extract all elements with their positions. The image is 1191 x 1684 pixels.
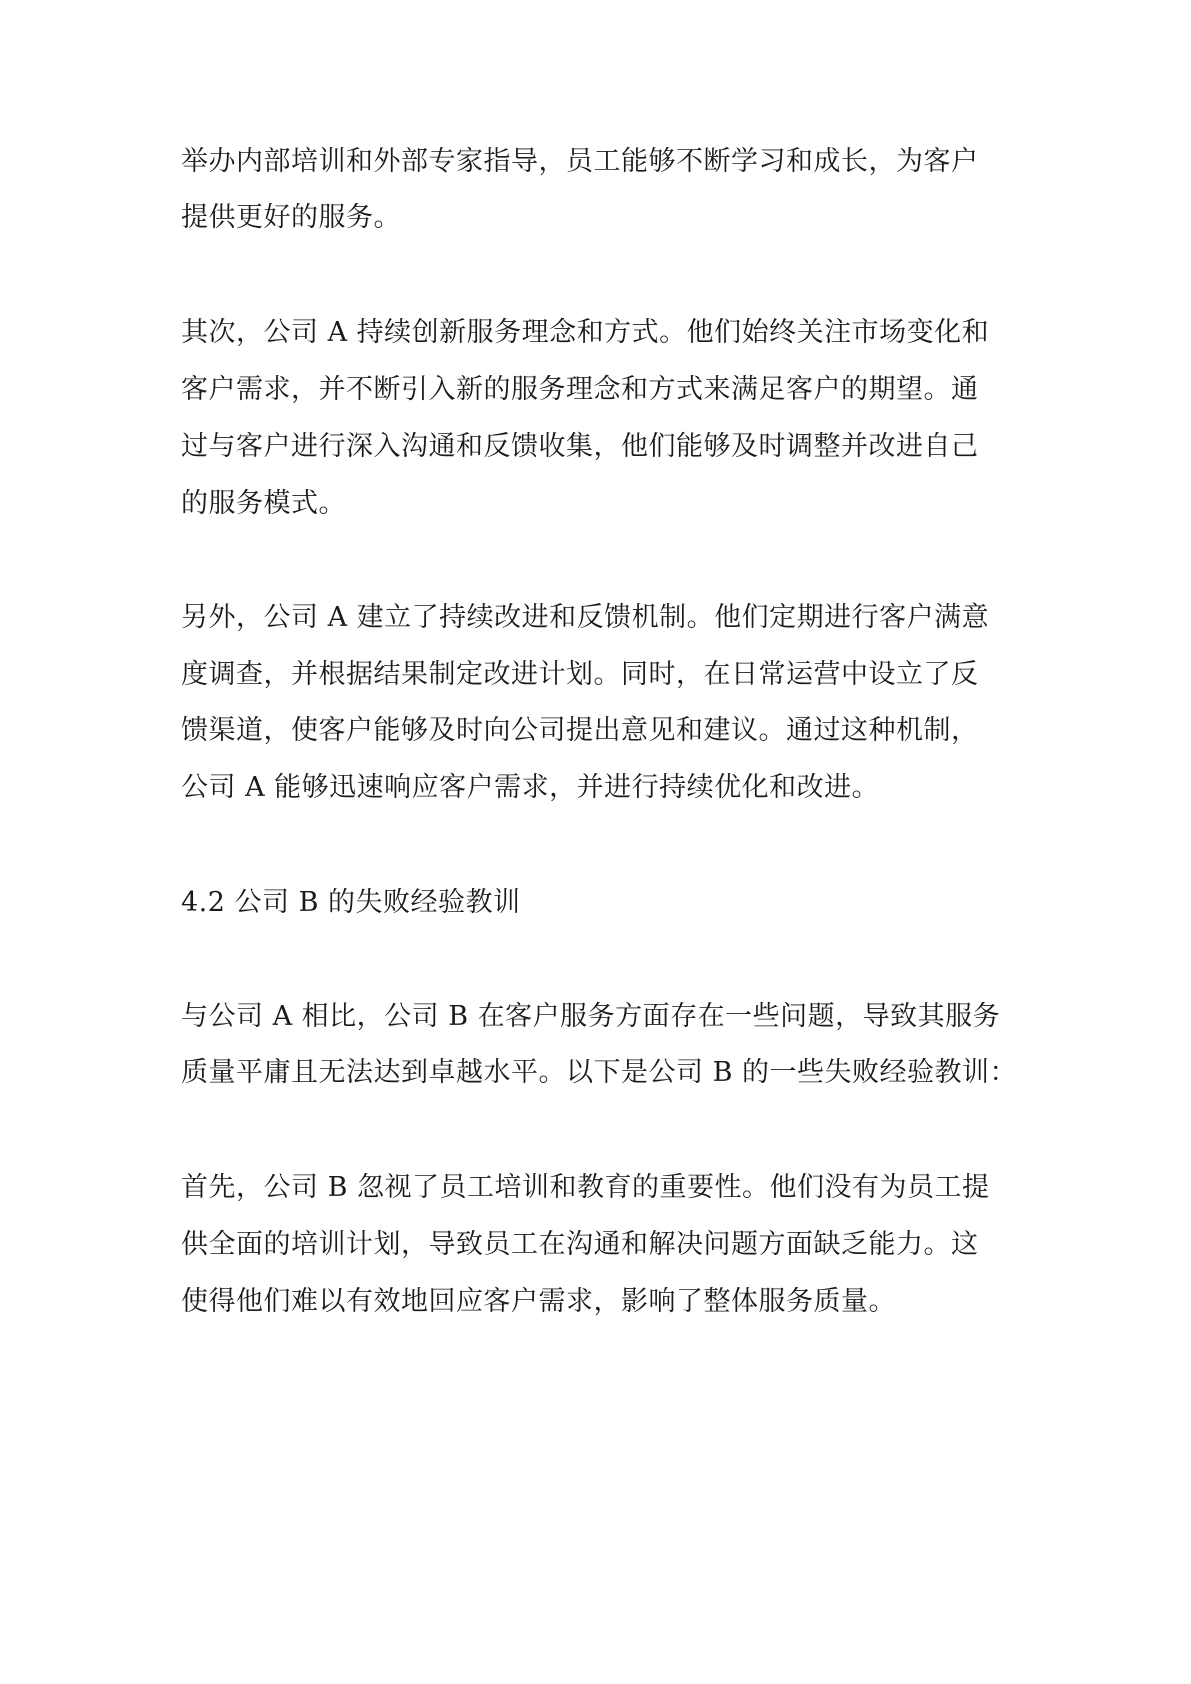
section-heading: 4.2 公司 B 的失败经验教训 — [181, 887, 521, 918]
paragraph-2-line-4: 的服务模式。 — [181, 488, 346, 519]
paragraph-3-line-4: 公司 A 能够迅速响应客户需求，并进行持续优化和改进。 — [181, 772, 880, 803]
paragraph-1-line-1: 举办内部培训和外部专家指导，员工能够不断学习和成长，为客户 — [181, 146, 979, 177]
paragraph-1-line-2: 提供更好的服务。 — [181, 202, 401, 233]
paragraph-5-line-1: 与公司 A 相比，公司 B 在客户服务方面存在一些问题，导致其服务 — [181, 1001, 1001, 1032]
paragraph-6-line-1: 首先，公司 B 忽视了员工培训和教育的重要性。他们没有为员工提 — [181, 1172, 990, 1203]
paragraph-2-line-3: 过与客户进行深入沟通和反馈收集，他们能够及时调整并改进自己 — [181, 431, 979, 462]
paragraph-2-line-1: 其次，公司 A 持续创新服务理念和方式。他们始终关注市场变化和 — [181, 317, 990, 348]
paragraph-3-line-3: 馈渠道，使客户能够及时向公司提出意见和建议。通过这种机制， — [181, 715, 979, 746]
paragraph-3-line-1: 另外，公司 A 建立了持续改进和反馈机制。他们定期进行客户满意 — [181, 602, 990, 633]
paragraph-3-line-2: 度调查，并根据结果制定改进计划。同时，在日常运营中设立了反 — [181, 659, 979, 690]
paragraph-6-line-3: 使得他们难以有效地回应客户需求，影响了整体服务质量。 — [181, 1286, 896, 1317]
paragraph-6-line-2: 供全面的培训计划，导致员工在沟通和解决问题方面缺乏能力。这 — [181, 1229, 979, 1260]
paragraph-5-line-2: 质量平庸且无法达到卓越水平。以下是公司 B 的一些失败经验教训： — [181, 1057, 1018, 1088]
paragraph-2-line-2: 客户需求，并不断引入新的服务理念和方式来满足客户的期望。通 — [181, 374, 979, 405]
